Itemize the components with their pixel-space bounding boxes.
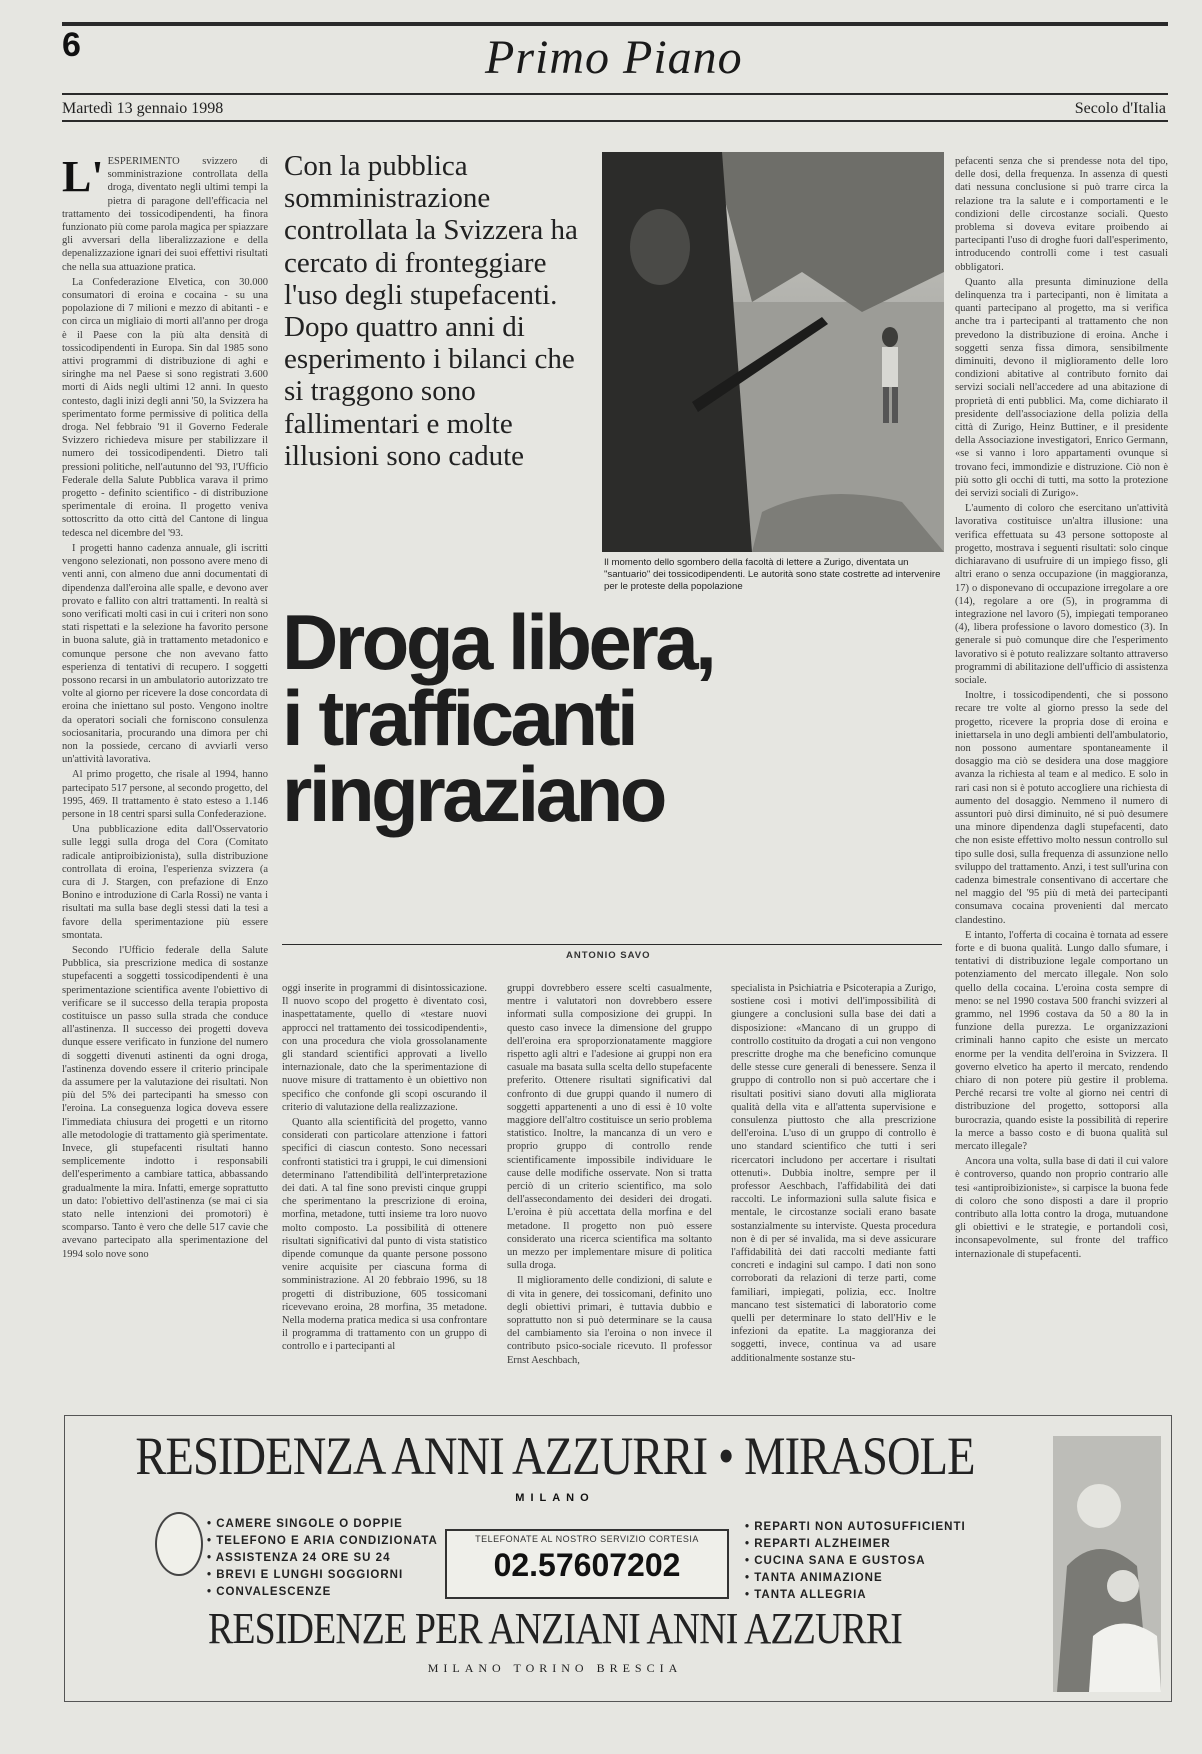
header-rule: [62, 93, 1168, 95]
photo-caption: Il momento dello sgombero della facoltà di lettere a Zurigo, diventata un "santuario" dei tossicodipendenti. Le autorità sono state costrette ad intervenire per le proteste della popolazione: [604, 557, 941, 592]
ad-bottom-title: RESIDENZE PER ANZIANI ANNI AZZURRI: [208, 1604, 902, 1653]
ad-feature: • TANTA ANIMAZIONE: [745, 1570, 966, 1587]
paragraph: Secondo l'Ufficio federale della Salute Pubblica, sia prescrizione medica di sostanze stupefacenti a soggetti tossicodipendenti è una sperimentazione scientifica avente l'obiettivo di verificare se il successo della terapia proposta costituisce un passo sulla strada che conduce all'astinenza. Il successo dei progetti doveva dunque essere verificato in funzione del numero di soggetti divenuti astinenti da ogni droga, l'astinenza dovendo essere il criterio principale da assumere per la valutazione dei risultati. Non più del 5% dei partecipanti ha smesso con l'eroina. La conseguenza logica doveva essere l'immediata chiusura dei progetti e un ritorno alle metodologie di trattamento già sperimentate. Invece, gli stupefacenti risultati hanno semplicemente indotto i responsabili dell'esperimento a cambiare tattica, abbassando gradualmente la mira. Infatti, emerge soprattutto un dato: l'obiettivo dell'astinenza (se mai ci sia stato nelle intenzioni dei promotori) è scomparso. Tanto è vero che delle 517 cavie che avevano partecipato alla sperimentazione del 1994 solo nove sono: [62, 944, 268, 1260]
drop-cap: L': [62, 155, 104, 201]
paragraph: Una pubblicazione edita dall'Osservatorio sulle leggi sulla droga del Cora (Comitato radicale antiproibizionista), sulla distribuzione controllata di eroina, l'esperienza svizzera (a cura di J. Stargen, con prefazione di Enzo Bonino e introduzione di Carla Rossi) ne vanta i risultati ma sulla base degli stessi dati la tesi a favore della sperimentazione più essere smontata.: [62, 824, 268, 941]
paragraph: La Confederazione Elvetica, con 30.000 consumatori di eroina e cocaina - su una popolazione di 7 milioni e mezzo di abitanti - e con circa un migliaio di morti all'anno per droga è il Paese con la più alta densità di tossicodipendenti in Europa. Sin dal 1985 sono attivi programmi di distribuzione di aghi e siringhe ma nel Paese si sono registrati 3.600 morti di Aids negli ultimi 12 anni. In questo contesto, dagli inizi degli anni '50, la Svizzera ha sperimentato forme permissive di politica della droga. Nel febbraio '91 il Governo Federale Svizzero richiedeva misure per stabilizzare il numero dei tossicodipendenti. Dietro tali pressioni politiche, nell'autunno del '93, l'Ufficio Federale della Salute Pubblica varava il primo progetto - definito scientifico - di distribuzione sperimentale di eroina. Il progetto veniva sottoscritto da otto città del Cantone di lingua tedesca nel dicembre del '93.: [62, 276, 268, 539]
ad-city: MILANO: [515, 1492, 595, 1504]
paragraph: oggi inserite in programmi di disintossicazione. Il nuovo scopo del progetto è diventato così, inaspettatamente, quello di «testare nuovi approcci nel trattamento dei tossicodipendenti», con una procedura che viola grossolanamente gli standard scientifici approvati a livello internazionale, dato che la sperimentazione di nuove misure di trattamento è un obiettivo non specifico che confonde gli scopi oscurando il criterio di valutazione della realizzazione.: [282, 983, 487, 1113]
top-rule: [62, 22, 1168, 26]
date-rule: [62, 120, 1168, 122]
ad-cities: MILANO TORINO BRESCIA: [427, 1661, 683, 1675]
ad-title: RESIDENZA ANNI AZZURRI • MIRASOLE: [135, 1426, 975, 1486]
ad-feature: • CONVALESCENZE: [207, 1584, 438, 1601]
byline: ANTONIO SAVO: [566, 950, 651, 961]
phone-box: [445, 1529, 729, 1599]
ad-feature: • BREVI E LUNGHI SOGGIORNI: [207, 1567, 438, 1584]
article-column-5: [955, 155, 1168, 1387]
article-column-4: [731, 982, 936, 1384]
ad-feature: • TANTA ALLEGRIA: [745, 1587, 966, 1604]
paragraph: Quanto alla presunta diminuzione della delinquenza tra i partecipanti, non è limitata a quanti partecipano al progetto, ma si verifica anche tra i partecipanti al trattamento che non prevedono la distribuzione di eroina. Anche i soggetti senza fissa dimora, sensibilmente diminuiti, devono il miglioramento delle loro condizioni abitative al contributo fornito dai servizi sociali nell'accedere ad una abitazione di proprietà di enti pubblici. Ma, come dichiarato il presidente dell'associazione della polizia della città di Zurigo, Heinz Buttiner, e il presidente della Associazione investigatori, Enrico Germann, «se si vanno i loro appartamenti ovunque si trovano feci, immondizie e distruzione. Ciò non è più sotto gli occhi di tutti, ma sotto la protezione dei servizi sociali di Zurigo».: [955, 276, 1168, 500]
phone-number: 02.57607202: [493, 1547, 681, 1583]
paragraph: L'aumento di coloro che esercitano un'attività lavorativa costituisce un'altra illusione: una verifica effettuata su 43 persone sottoposte al progetto, mostrava i seguenti risultati: solo cinque dichiaravano di usufruire di un impiego fisso, gli altri erano o senza occupazione (in maggioranza, 17) o disponevano di occupazione irregolare a ore (14), regolare a ore (5), in programma di integrazione nel lavoro (5), impiegati temporaneo (4), libera professione o lavoro domestico (3). In generale si può comunque dire che l'esperimento lavorativo si è potuto realizzare soltanto attraverso programmi di abilitazione dell'ufficio di assistenza sociale.: [955, 503, 1168, 686]
paragraph: E intanto, l'offerta di cocaina è tornata ad essere forte e di buona qualità. Lungo dallo sfumare, i tentativi di distribuzione legale comportano un potenziamento del mercato illegale. Non solo quello della cocaina. L'eroina costa sempre di meno: se nel 1990 costava 500 franchi svizzeri al grammo, nel 1996 costava da 50 a 80 la in funzione della purezza. Le organizzazioni criminali hanno capito che esiste un mercato enorme per la vendita dell'eroina in Svizzera. Il governo elvetico ha aperto il mercato, rendendo chiaro di non potere più gestire il problema. Perché recarsi tre volte al giorno nei centri di distribuzione del progetto, sottoporsi alla burocrazia, quando esiste la possibilità di reperire la merce a basso costo e di buona qualità sul mercato illegale?: [955, 929, 1168, 1153]
page-number: 6: [62, 26, 81, 64]
paragraph: pefacenti senza che si prendesse nota del tipo, delle dosi, della frequenza. In assenza di questi dati nessuna conclusione si può trarre circa la relazione tra la salute e i comportamenti e le condizioni delle circostanze sociali. Questo problema si doveva evitare proibendo ai partecipanti l'uso di droghe fuori dall'esperimento, introducendo controlli come i test casuali obbligatori.: [955, 156, 1168, 273]
paragraph: Quanto alla scientificità del progetto, vanno considerati con particolare attenzione i fattori specifici di ciascun contesto. Sono necessari confronti statistici tra i gruppi, le cui dimensioni determinano l'attendibilità dell'interpretazione dei dati. A tal fine sono previsti cinque gruppi che sperimentano la prescrizione di eroina, morfina, metadone, tutti insieme tra loro nuovo molto composto. La possibilità di ottenere risultati significativi dal punto di vista statistico dipende comunque da quante persone possono venire acquisite per ciascuna forma di somministrazione. Al 20 febbraio 1996, su 18 progetti di distribuzione, 605 tossicomani ricevevano eroina, 28 morfina, 35 metadone. Nella moderna pratica medica si usa confrontare il programma di trattamento con un gruppo di controllo e i partecipanti al: [282, 1117, 487, 1353]
headline-line-2: i trafficanti: [282, 674, 636, 762]
paragraph: Al primo progetto, che risale al 1994, hanno partecipato 517 persone, al secondo progetto, del 1995, 469. Il trattamento è stato esteso a 1.146 persone in 18 centri sparsi sulla Confederazione.: [62, 769, 268, 820]
section-title: Primo Piano: [485, 31, 743, 84]
ad-feature: • ASSISTENZA 24 ORE SU 24: [207, 1550, 438, 1567]
article-summary: Con la pubblica somministrazione controllata la Svizzera ha cercato di fronteggiare l'uso degli stupefacenti. Dopo quattro anni di esperimento i bilanci che si traggono sono fallimentari e molte illusioni sono cadute: [284, 150, 578, 472]
paragraph: Inoltre, i tossicodipendenti, che si possono recare tre volte al giorno presso la sede del progetto, ricevere la propria dose di eroina e iniettarsela in uno degli ambienti dell'ambulatorio, non possono aumentare spontaneamente il dosaggio ma ciò se desidera una dose maggiore avanza la richiesta al team e al medico. E solo in rari casi non si è potuto accogliere una richiesta di aumento del dosaggio. Nemmeno il numero di assuntori può dirsi diminuito, né si può desumere una minore dipendenza dagli stupefacenti, dato che non esiste effettivo molto nessun controllo sul tipo sulle dosi, sulla frequenza di assunzione nello sviluppo del trattamento. Anzi, i test sull'urina con cadenza bimestrale consentivano di accertare che nel maggio del '95 più di metà dei partecipanti consumava cocaina provenienti dal mercato clandestino.: [955, 690, 1168, 926]
paragraph: Ancora una volta, sulla base di dati il cui valore è controverso, quando non proprio contrario alle tesi «antiproibizioniste», si carpisce la buona fede di coloro che sono disposti a dare il proprio contributo alla lotta contro la droga, mutuandone gli obiettivi e le strategie, e portandoli così, inconsapevolmente, sul fronte del traffico internazionale di stupefacenti.: [955, 1156, 1168, 1260]
ad-feature: • REPARTI NON AUTOSUFFICIENTI: [745, 1519, 966, 1536]
byline-rule: [282, 944, 942, 945]
residence-logo-icon: [155, 1512, 203, 1576]
advertisement: [64, 1415, 1172, 1702]
ad-features-right: [745, 1519, 966, 1604]
paragraph: gruppi dovrebbero essere scelti casualmente, mentre i valutatori non dovrebbero essere informati sulla composizione dei gruppi. In questo caso invece la dimensione del gruppo dell'eroina era sproporzionatamente maggiore rispetto agli altri e l'adesione ai gruppi non era casuale ma basata sulla scelta dello stupefacente preferito. Ottenere risultati significativi dal confronto di due gruppi quando il numero di soggetti appartenenti a uno di essi è 10 volte maggiore dell'altro costituisce un serio problema statistico. Inoltre, la mancanza di un vero e proprio gruppo di controllo rende scientificamente impossibile individuare le cause delle modifiche osservate. Non si tratta perciò di un criterio scientifico, ma solo dell'assecondamento dei desideri dei drogati. L'eroina è più accettata della morfina e del metadone. Il progetto non può essere considerato una ricerca scientifica ma soltanto un mezzo per implementare misure di politica sulla droga.: [507, 983, 712, 1272]
ad-feature: • REPARTI ALZHEIMER: [745, 1536, 966, 1553]
paragraph: I progetti hanno cadenza annuale, gli iscritti vengono selezionati, non possono avere meno di venti anni, con almeno due anni documentati di dipendenza dall'eroina alle spalle, e devono aver provato e fallito con altri trattamenti. In realtà si sono verificati molti casi in cui i criteri non sono stati rispettati e la selezione ha favorito persone in buona salute, già in trattamento metadonico e comunque persone che non avevano fatto esperienza di tentativi di recupero. I soggetti possono recarsi in un ambulatorio autorizzato tre volte al giorno per ricevere la dose concordata di eroina che iniettano sul posto. Vengono inoltre da operatori sociali che forniscono consulenza sociosanitaria, procurando una dimora per chi non la possiede, cercano di avviarli verso un'attività lavorativa.: [62, 542, 268, 766]
phone-label: TELEFONATE AL NOSTRO SERVIZIO CORTESIA: [475, 1534, 699, 1544]
headline: [282, 598, 902, 838]
photo-illustration: [602, 152, 944, 552]
ad-features-left: [207, 1516, 438, 1601]
headline-line-3: ringraziano: [282, 750, 664, 838]
article-column-1: [62, 155, 268, 1385]
paragraph: specialista in Psichiatria e Psicoterapia a Zurigo, sostiene così i motivi dell'impossibilità di giungere a conclusioni sulla base dei dati a disposizione: «Mancano di un gruppo di controllo costituito da drogati a cui non vengono prescritte droghe ma che beneficino comunque delle stesse cure generali di benessere. Senza il gruppo di controllo non si può accertare che i risultati positivi siano dovuti alla migliorata qualità della vita e all'attenta supervisione e consulenza piuttosto che alla prescrizione dell'eroina. L'uso di un gruppo di controllo è uno standard scientifico che tutti i seri ricercatori includono per accertare i risultati ottenuti». Dubbia inoltre, sempre per il professor Aeschbach, l'affidabilità dei dati raccolti. Le informazioni sulla salute fisica e mentale, le circostanze sociali erano basate sostanzialmente su interviste. Questa procedura non è di per sé invalida, ma si deve assicurare l'affidabilità dei dati raccolti mediante fatti concreti e indagini sul campo. I dati non sono corroborati da relazioni di terze parti, come familiari, impiegati, polizia, ecc. Inoltre mancano test sistematici di laboratorio come quelli per determinare lo stato dell'Hiv e le infezioni da epatite. La maggioranza dei soggetti, invece, continua va ad usare additionalmente sostanze stu-: [731, 983, 936, 1364]
ad-feature: • CAMERE SINGOLE O DOPPIE: [207, 1516, 438, 1533]
headline-line-1: Droga libera,: [282, 598, 714, 686]
ad-feature: • CUCINA SANA E GUSTOSA: [745, 1553, 966, 1570]
paragraph: Il miglioramento delle condizioni, di salute e di vita in genere, dei tossicomani, definito uno degli obiettivi primari, è tuttavia dubbio e soprattutto non si può determinare se la causa del cambiamento sia l'eroina o non invece il contributo psico-sociale ricevuto. Il professor Ernst Aeschbach,: [507, 1275, 712, 1366]
issue-date: Martedì 13 gennaio 1998: [62, 100, 224, 117]
elderly-people-illustration: [1053, 1436, 1161, 1692]
ad-feature: • TELEFONO E ARIA CONDIZIONATA: [207, 1533, 438, 1550]
paragraph: ESPERIMENTO svizzero di somministrazione controllata della droga, diventato negli ultimi tempi la pietra di paragone dell'efficacia nel trattamento dei tossicodipendenti, ha finora funzionato più come parola magica per spiazzare gli avversari della liberalizzazione e della depenalizzazione ignari dei suoi effettivi risultati che nella sua attuazione pratica.: [62, 156, 268, 273]
article-column-2: [282, 982, 487, 1384]
article-column-3: [507, 982, 712, 1384]
news-photo: [602, 152, 944, 552]
ad-photo: [1053, 1436, 1161, 1692]
newspaper-name: Secolo d'Italia: [1074, 100, 1166, 117]
